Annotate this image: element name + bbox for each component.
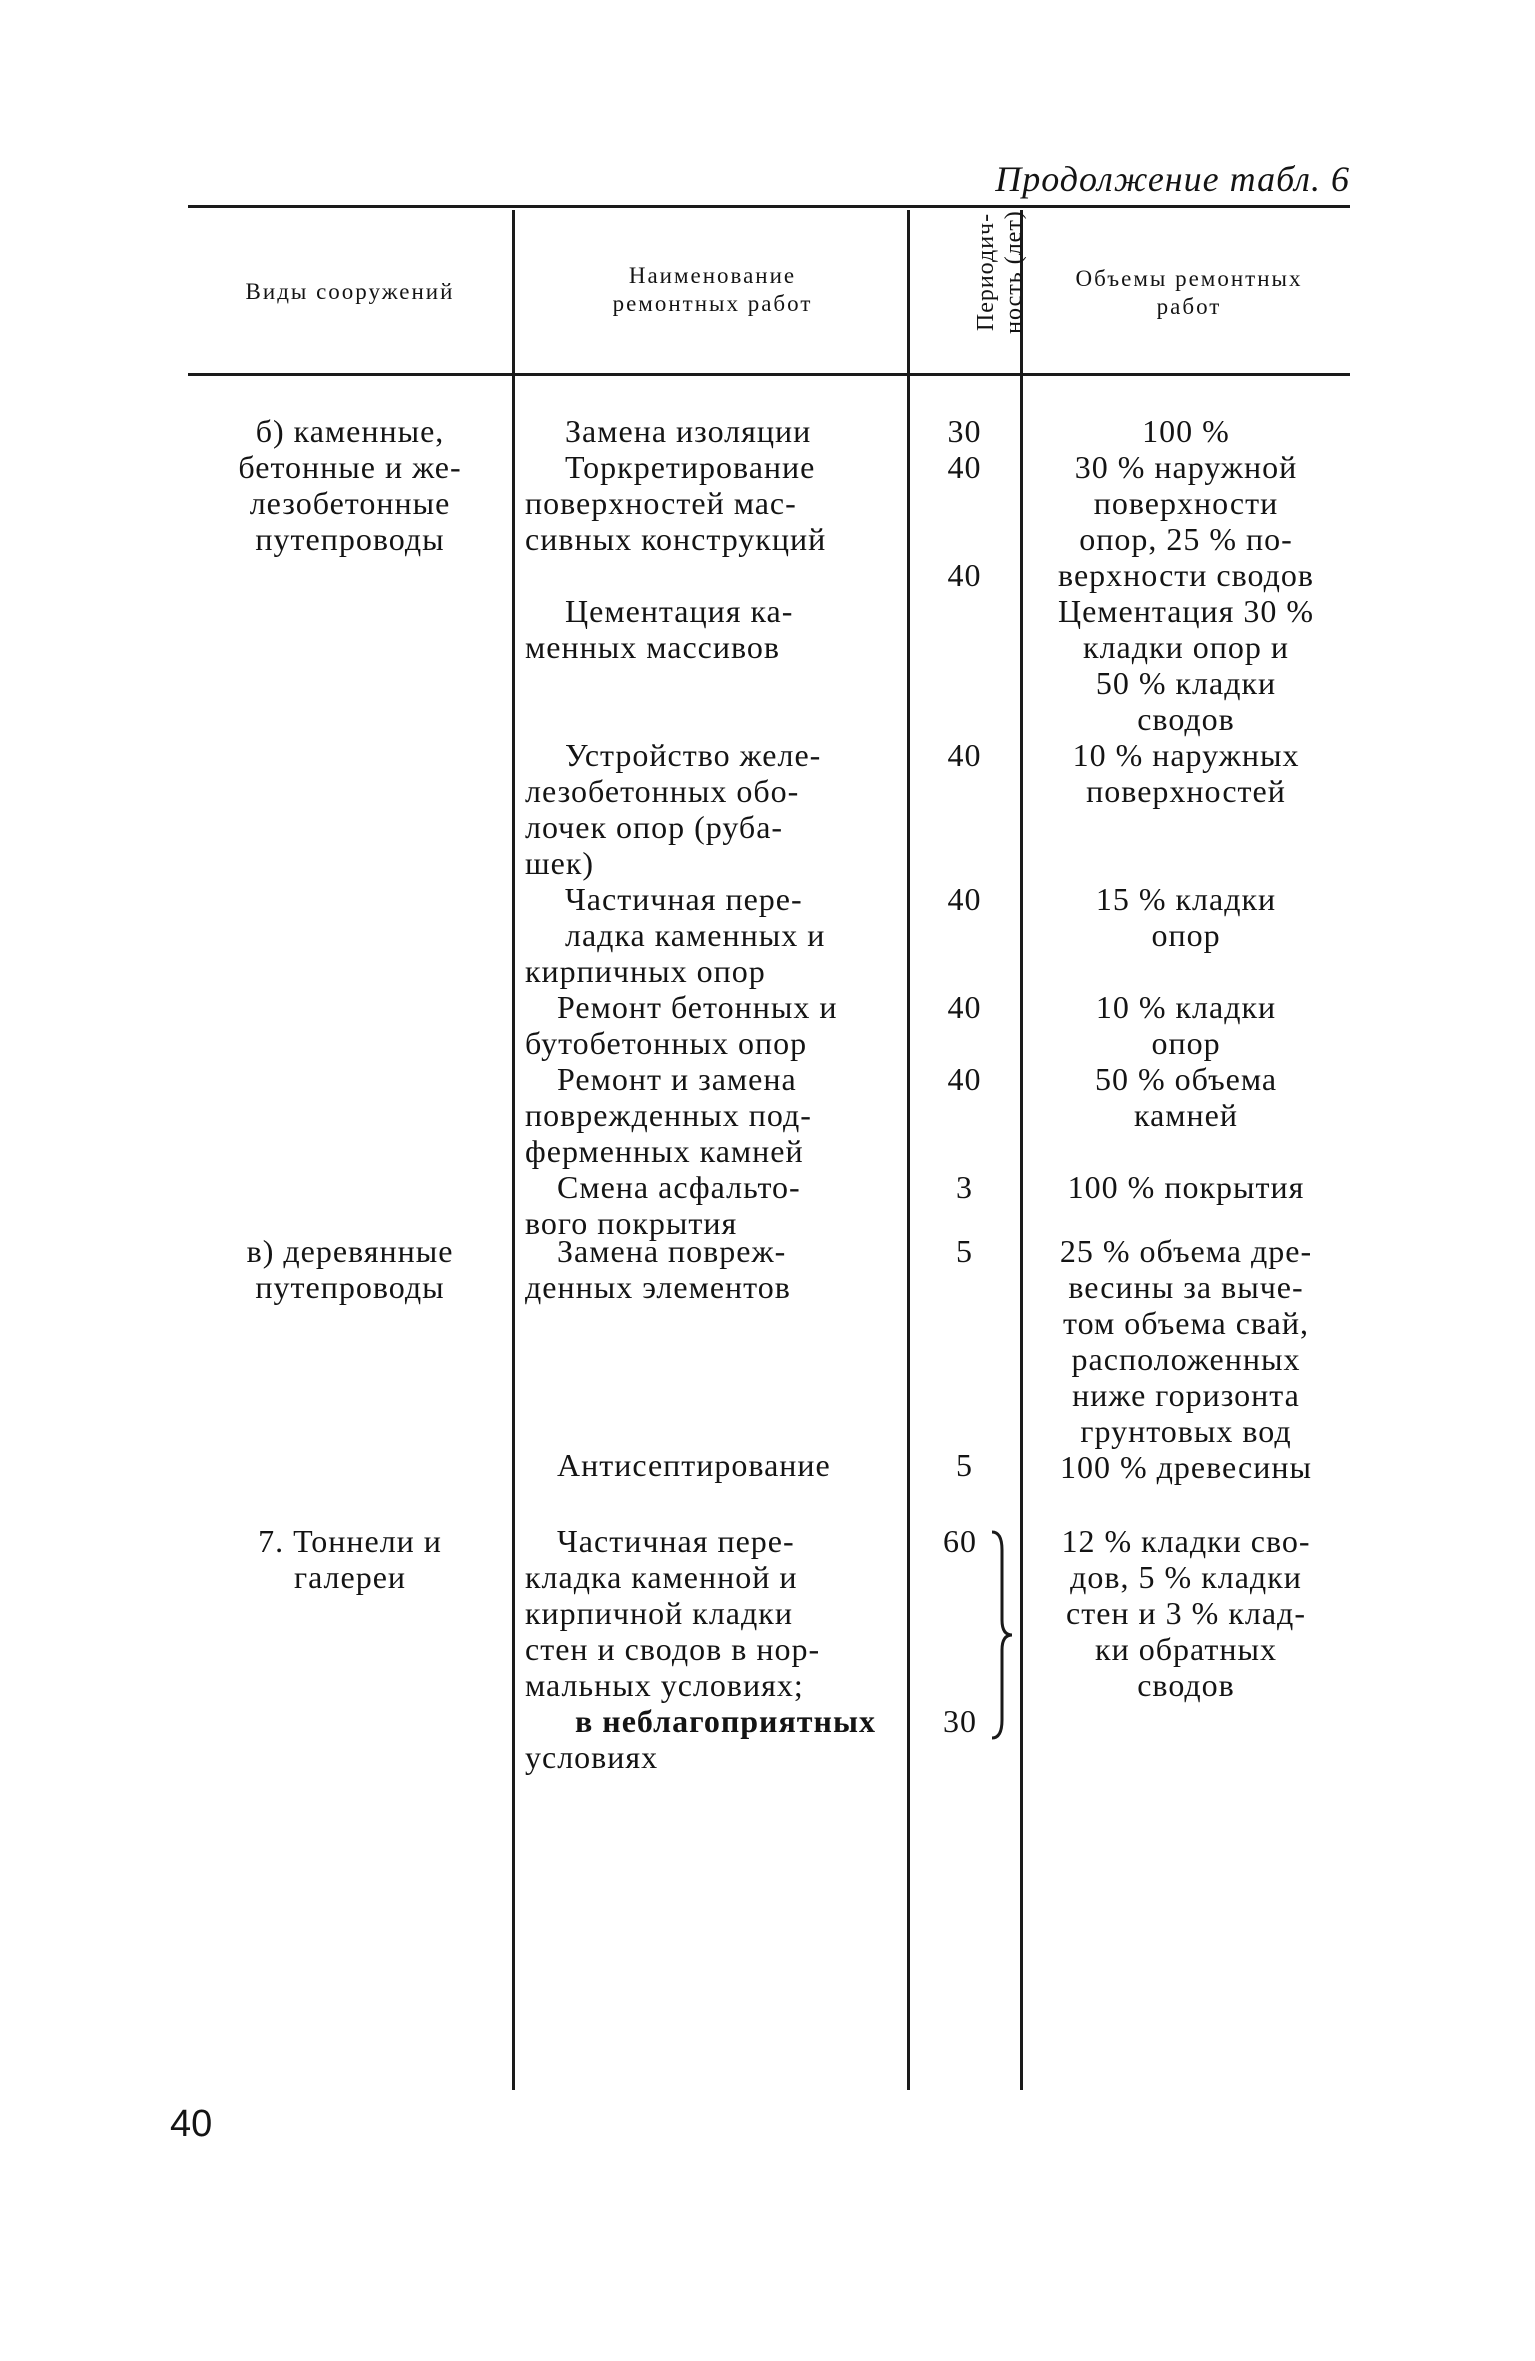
work-line [525,485,893,521]
period-value: 60 [943,1523,977,1559]
volume-line: 100 % [1142,413,1230,449]
periodicity-brace [990,1530,1020,1740]
work-masonry-cementation [525,593,893,665]
work-line: Замена повреж- [557,1233,787,1269]
type-stone-line: лезобетонные [249,485,451,521]
period-value: 40 [947,881,982,917]
volume-line: 15 % кладки [1095,881,1277,917]
work-unfavorable-conditions [525,1703,895,1775]
work-line: в неблагоприятных [575,1703,876,1739]
volume-entry [1025,737,1347,809]
type-wooden-overpasses [190,1233,510,1305]
volume-line: сводов [1137,1667,1235,1703]
work-line: Ремонт и замена [557,1061,797,1097]
work-line: ладка каменных и [565,917,826,953]
header-periodicity-line2: ность (лет) [1001,210,1027,334]
work-partial-relaying-piers [525,881,893,989]
work-line: кладка каменной и [525,1559,798,1595]
header-repair-works-line2: ремонтных работ [612,291,813,316]
volume-entry [1025,1061,1347,1133]
volume-line: 12 % кладки сво- [1061,1523,1311,1559]
work-line: поврежденных под- [525,1097,812,1133]
header-repair-works [520,262,905,318]
work-line: ферменных камней [525,1133,804,1169]
volume-line: 10 % наружных [1072,737,1300,773]
period-value: 40 [947,449,982,485]
volume-line: камней [1134,1097,1238,1133]
volume-line: 100 % покрытия [1067,1169,1305,1205]
header-repair-volumes-line2: работ [1156,294,1222,319]
work-line: Смена асфальто- [557,1169,801,1205]
volume-line: опор, 25 % по- [1079,521,1293,557]
volume-line: поверхности [1093,485,1279,521]
column-divider-2 [907,210,910,2090]
work-insulation-replacement [565,413,895,449]
volume-line: стен и 3 % клад- [1066,1595,1306,1631]
volume-entry [1025,593,1347,737]
work-line: Ремонт бетонных и [557,989,838,1025]
header-bottom-rule [188,373,1350,376]
volume-line: ниже горизонта [1072,1377,1300,1413]
period-value: 30 [943,1703,977,1739]
work-asphalt-replacement [525,1169,893,1241]
work-reinforced-shells [525,737,893,881]
volume-line: 50 % кладки [1095,665,1277,701]
work-line: Устройство желе- [565,737,822,773]
work-line: бутобетонных опор [525,1025,808,1061]
header-periodicity-line1: Периодич- [973,212,999,332]
volume-line: 50 % объема [1094,1061,1278,1097]
volume-line: сводов [1137,701,1235,737]
period-value: 5 [956,1233,973,1269]
work-antiseptic-treatment [557,1447,893,1483]
work-shotcreting [525,449,893,557]
work-line: кирпичных опор [525,953,766,989]
work-line: кирпичной кладки [525,1595,793,1631]
type-wood-line: путепроводы [255,1269,445,1305]
table-top-rule [188,205,1350,208]
volume-entry [1025,449,1347,593]
period-value: 40 [947,557,982,593]
period-value: 40 [947,737,982,773]
volume-line: том объема свай, [1063,1305,1309,1341]
volume-entry [1025,881,1347,953]
work-line: денных элементов [525,1269,791,1305]
volume-line: Цементация 30 % [1057,593,1315,629]
volume-line: расположенных [1071,1341,1301,1377]
volume-entry [1025,1523,1347,1703]
work-line: Частичная пере- [557,1523,795,1559]
period-value: 3 [956,1169,973,1205]
volume-line: верхности сводов [1058,557,1314,593]
work-line: лочек опор (руба- [525,809,784,845]
volume-entry [1025,413,1347,449]
period-value: 30 [947,413,982,449]
header-structure-types: Виды сооружений [245,279,455,304]
work-bed-stone-replacement [525,1061,893,1169]
work-partial-relaying-walls [525,1523,895,1703]
header-repair-volumes [1030,265,1348,321]
work-line: Цементация ка- [565,593,794,629]
volume-line: опор [1151,1025,1221,1061]
work-line: условиях [525,1739,659,1775]
work-line: вого покрытия [525,1205,738,1241]
page-number: 40 [170,2103,213,2145]
work-concrete-pier-repair [525,989,893,1061]
table-continuation-caption: Продолжение табл. 6 [995,159,1350,199]
type-tunnels-galleries [190,1523,510,1595]
volume-line: 10 % кладки [1095,989,1277,1025]
work-line: Торкретирование [565,449,816,485]
volume-entry [1025,1169,1347,1205]
work-line: шек) [525,845,595,881]
type-wood-line: в) деревянные [246,1233,454,1269]
work-line: лезобетонных обо- [525,773,800,809]
work-line: Антисептирование [557,1447,831,1483]
volume-line: ки обратных [1095,1631,1277,1667]
volume-entry [1025,1233,1347,1449]
period-value: 5 [956,1447,973,1483]
volume-line: 30 % наружной [1074,449,1298,485]
work-damaged-elements-replacement [525,1233,893,1305]
work-line: менных массивов [525,629,780,665]
type-tunnel-line: 7. Тоннели и [258,1523,442,1559]
volume-line: поверхностей [1086,773,1286,809]
header-repair-works-line1: Наименование [628,263,797,288]
header-repair-volumes-line1: Объемы ремонтных [1075,266,1303,291]
period-value: 40 [947,1061,982,1097]
type-stone-line: б) каменные, [255,413,445,449]
volume-line: грунтовых вод [1080,1413,1292,1449]
volume-line: 25 % объема дре- [1059,1233,1313,1269]
volume-entry [1025,989,1347,1061]
column-divider-3 [1020,210,1023,2090]
column-divider-1 [512,210,515,2090]
volume-line: опор [1151,917,1221,953]
type-tunnel-line: галереи [293,1559,407,1595]
period-value: 40 [947,989,982,1025]
volume-line: дов, 5 % кладки [1070,1559,1302,1595]
work-line: сивных конструкций [525,521,827,557]
work-line: мальных условиях; [525,1667,804,1703]
volume-line: 100 % древесины [1059,1449,1312,1485]
type-stone-line: бетонные и же- [238,449,462,485]
volume-line: кладки опор и [1083,629,1289,665]
work-line: стен и сводов в нор- [525,1631,821,1667]
work-line: Частичная пере- [565,881,803,917]
work-line-text: поверхностей мас- [525,485,797,521]
work-line: Замена изоляции [565,413,812,449]
type-stone-overpasses [190,413,510,557]
type-stone-line: путепроводы [255,521,445,557]
volume-line: весины за выче- [1068,1269,1304,1305]
volume-entry [1025,1449,1347,1485]
